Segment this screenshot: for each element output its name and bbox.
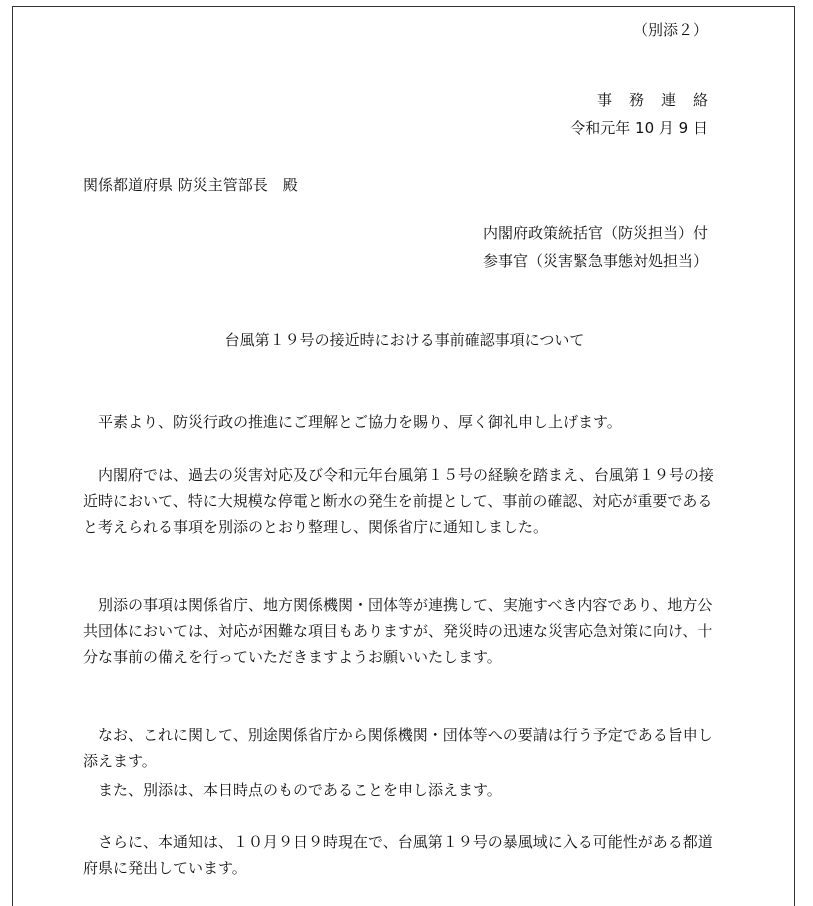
paragraph-request: 別添の事項は関係省庁、地方関係機関・団体等が連携して、実施すべき内容であり、地方公共団体においては、対応が困難な項目もありますが、発災時の迅速な災害応急対策に向け、十分な事前の備えを行っていただきますようお願いいたします。 (83, 596, 713, 666)
document-date: 令和元年 10 月 9 日 (570, 119, 708, 137)
paragraph-greeting: 平素より、防災行政の推進にご理解とご協力を賜り、厚く御礼申し上げます。 (98, 413, 622, 431)
sender-line-2: 参事官（災害緊急事態対処担当） (482, 252, 708, 270)
paragraph-note: なお、これに関して、別途関係省庁から関係機関・団体等への要請は行う予定である旨申し添えます。 (83, 726, 713, 770)
document-type: 事務連絡 (596, 91, 725, 109)
addressee: 関係都道府県 防災主管部長 殿 (83, 176, 298, 194)
paragraph-notice: 内閣府では、過去の災害対応及び令和元年台風第１５号の経験を踏まえ、台風第１９号の接近時において、特に大規模な停電と断水の発生を前提として、事前の確認、対応が重要であると考えられる事項を別添のとおり整理し、関係省庁に通知しました。 (83, 466, 714, 536)
paragraph-timepoint: また、別添は、本日時点のものであることを申し添えます。 (98, 781, 502, 799)
sender-line-1: 内閣府政策統括官（防災担当）付 (482, 224, 708, 242)
paragraph-distribution: さらに、本通知は、１０月９日９時現在で、台風第１９号の暴風域に入る可能性がある都道府県に発出しています。 (83, 833, 713, 877)
attachment-label: （別添２） (632, 21, 708, 39)
document-page (12, 6, 795, 906)
document-title: 台風第１９号の接近時における事前確認事項について (224, 331, 585, 349)
